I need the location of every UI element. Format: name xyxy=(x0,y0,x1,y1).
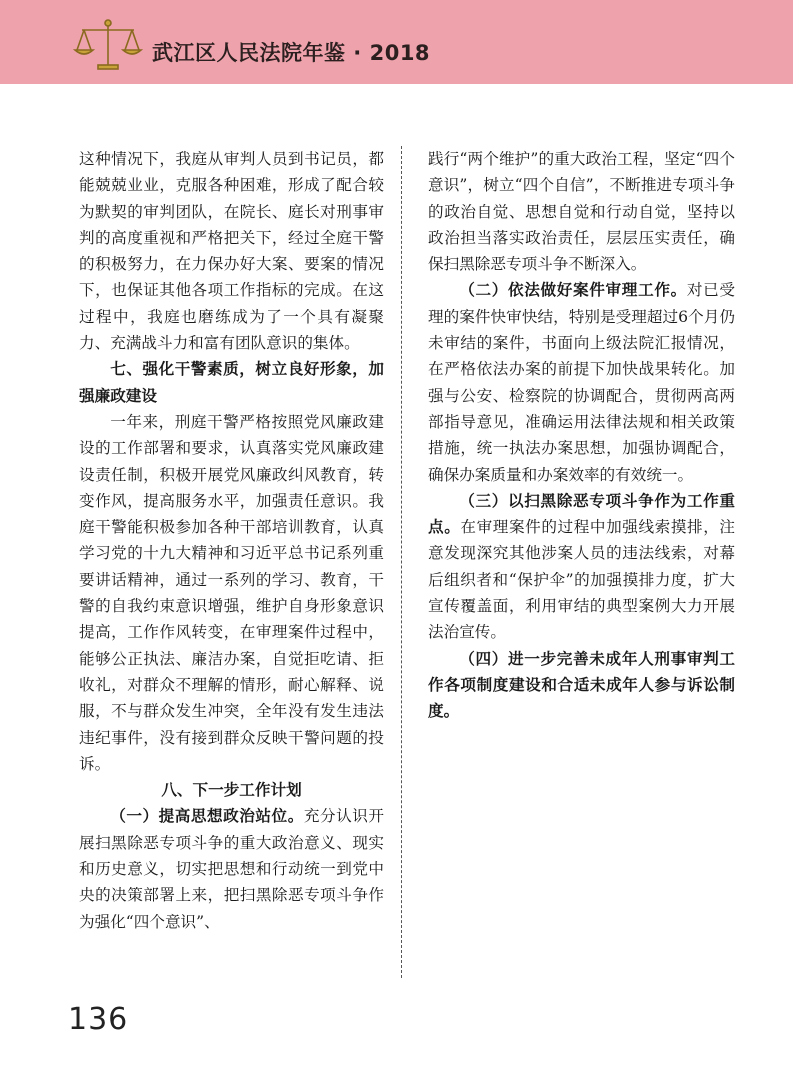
column-divider xyxy=(401,146,402,978)
plan-item-1-title: （一）提高思想政治站位。 xyxy=(110,807,304,826)
plan-item-1 xyxy=(79,803,384,934)
plan-item-2-text: 对已受理的案件快审快结，特别是受理超过6个月仍未审结的案件，书面向上级法院汇报情况，在严格依法办案的前提下加快战果转化。加强与公安、检察院的协调配合，贯彻两高两部指导意见，准确运用法律法规和相关政策措施，统一执法办案思想，加强协调配合，确保办案质量和办案效率的有效统一。 xyxy=(428,281,735,484)
page-number: 136 xyxy=(68,1002,129,1037)
page-header xyxy=(0,0,793,84)
plan-item-4-title: （四）进一步完善未成年人刑事审判工作各项制度建设和合适未成年人参与诉讼制度。 xyxy=(428,649,735,721)
scales-of-justice-icon xyxy=(72,16,144,74)
section-heading-8: 八、下一步工作计划 xyxy=(161,781,302,800)
plan-item-3-text: 在审理案件的过程中加强线索摸排，注意发现深究其他涉案人员的违法线索，对幕后组织者和“保护伞”的加强摸排力度，扩大宣传覆盖面，利用审结的典型案例大力开展法治宣传。 xyxy=(428,518,735,642)
yearbook-title: 武江区人民法院年鉴 · 2018 xyxy=(152,41,431,65)
plan-item-2 xyxy=(428,277,735,487)
plan-item-2-title: （二）依法做好案件审理工作。 xyxy=(459,281,687,300)
paragraph-team: 这种情况下，我庭从审判人员到书记员，都能兢兢业业，克服各种困难，形成了配合较为默契的审判团队，在院长、庭长对刑事审判的高度重视和严格把关下，经过全庭干警的积极努力，在力保办好大案、要案的情况下，也保证其他各项工作指标的完成。在这过程中，我庭也磨练成为了一个具有凝聚力、充满战斗力和富有团队意识的集体。 xyxy=(79,150,384,353)
plan-item-3-title: （三）以扫黑除恶专项斗争作为工作重点。 xyxy=(428,491,735,537)
right-column xyxy=(428,146,735,725)
plan-item-1-text: 充分认识开展扫黑除恶专项斗争的重大政治意义、现实和历史意义，切实把思想和行动统一到党中央的决策部署上来，把扫黑除恶专项斗争作为强化“四个意识”、 xyxy=(79,807,384,931)
paragraph-continuation: 践行“两个维护”的重大政治工程，坚定“四个意识”，树立“四个自信”，不断推进专项斗争的政治自觉、思想自觉和行动自觉，坚持以政治担当落实政治责任，层层压实责任，确保扫黑除恶专项斗争不断深入。 xyxy=(428,150,735,274)
plan-item-3 xyxy=(428,488,735,646)
left-column xyxy=(79,146,384,935)
paragraph-integrity: 一年来，刑庭干警严格按照党风廉政建设的工作部署和要求，认真落实党风廉政建设责任制，积极开展党风廉政纠风教育，转变作风，提高服务水平，加强责任意识。我庭干警能积极参加各种干部培训教育，认真学习党的十九大精神和习近平总书记系列重要讲话精神，通过一系列的学习、教育，干警的自我约束意识增强，维护自身形象意识提高，工作作风转变，在审理案件过程中，能够公正执法、廉洁办案，自觉拒吃请、拒收礼，对群众不理解的情形，耐心解释、说服，不与群众发生冲突，全年没有发生违法违纪事件，没有接到群众反映干警问题的投诉。 xyxy=(79,412,384,773)
section-heading-7: 七、强化干警素质，树立良好形象，加强廉政建设 xyxy=(79,360,384,405)
